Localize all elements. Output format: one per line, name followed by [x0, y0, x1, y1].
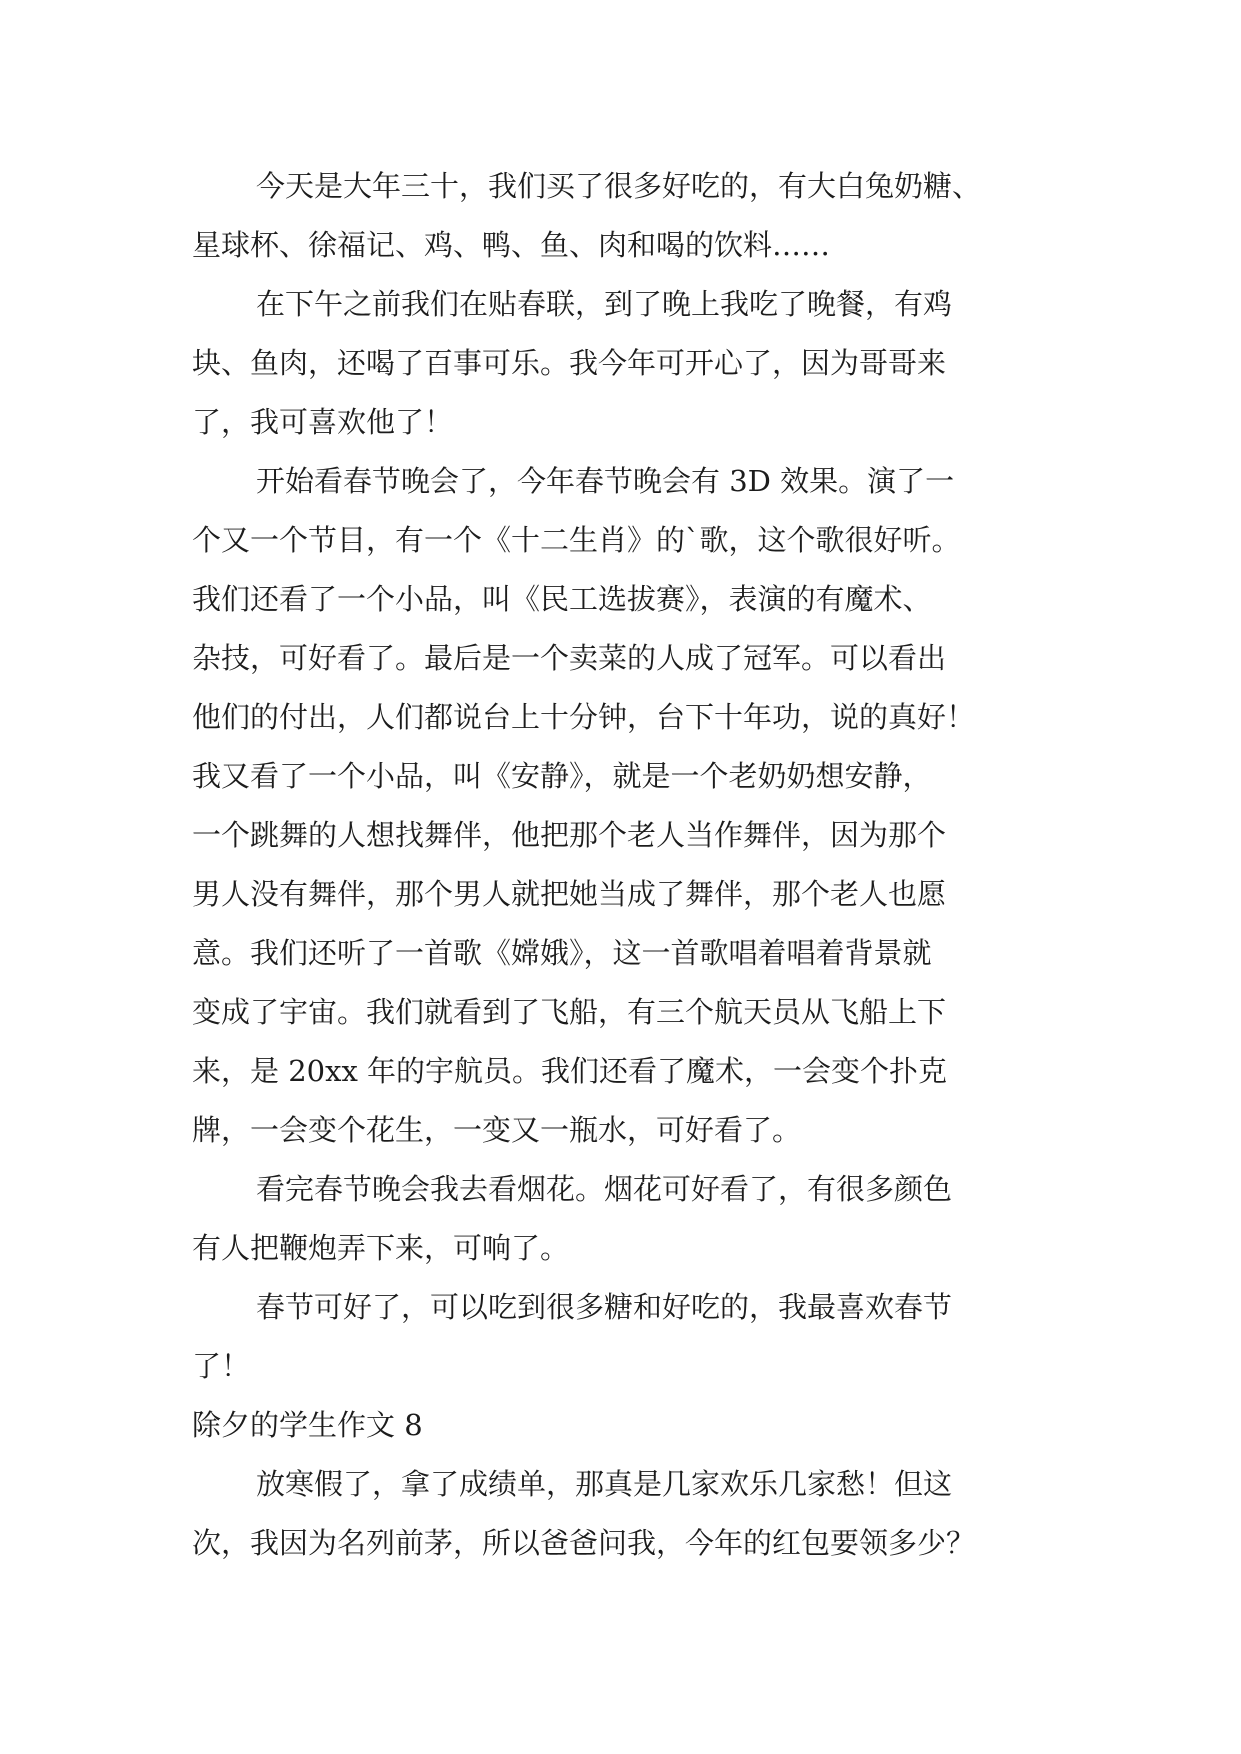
- text-line: 有人把鞭炮弄下来，可响了。: [192, 1231, 570, 1265]
- text-line: 他们的付出，人们都说台上十分钟，台下十年功，说的真好！: [192, 700, 976, 734]
- text-line: 我又看了一个小品，叫《安静》，就是一个老奶奶想安静，: [192, 759, 932, 793]
- essay-body: [192, 157, 1062, 1573]
- text-line: 看完春节晚会我去看烟花。烟花可好看了，有很多颜色: [256, 1172, 953, 1206]
- text-line: 开始看春节晚会了，今年春节晚会有 3D 效果。演了一: [256, 464, 955, 498]
- text-line: 了，我可喜欢他了！: [192, 405, 454, 439]
- text-line: 放寒假了，拿了成绩单，那真是几家欢乐几家愁！但这: [256, 1467, 953, 1501]
- text-line: 在下午之前我们在贴春联，到了晚上我吃了晚餐，有鸡: [256, 287, 953, 321]
- text-line: 今天是大年三十，我们买了很多好吃的，有大白兔奶糖、: [256, 169, 982, 203]
- text-line: 星球杯、徐福记、鸡、鸭、鱼、肉和喝的饮料……: [192, 228, 831, 262]
- text-line: 意。我们还听了一首歌《嫦娥》，这一首歌唱着唱着背景就: [192, 936, 932, 970]
- section-heading: 除夕的学生作文 8: [192, 1408, 423, 1442]
- text-line: 了！: [192, 1349, 251, 1383]
- text-line: 牌，一会变个花生，一变又一瓶水，可好看了。: [192, 1113, 802, 1147]
- text-line: 杂技，可好看了。最后是一个卖菜的人成了冠军。可以看出: [192, 641, 947, 675]
- text-line: 一个跳舞的人想找舞伴，他把那个老人当作舞伴，因为那个: [192, 818, 947, 852]
- text-line: 个又一个节目，有一个《十二生肖》的`歌，这个歌很好听。: [192, 523, 961, 557]
- text-line: 春节可好了，可以吃到很多糖和好吃的，我最喜欢春节: [256, 1290, 953, 1324]
- text-line: 男人没有舞伴，那个男人就把她当成了舞伴，那个老人也愿: [192, 877, 947, 911]
- text-line: 次，我因为名列前茅，所以爸爸问我，今年的红包要领多少？: [192, 1526, 976, 1560]
- text-line: 来，是 20xx 年的宇航员。我们还看了魔术，一会变个扑克: [192, 1054, 948, 1088]
- text-line: 我们还看了一个小品，叫《民工选拔赛》，表演的有魔术、: [192, 582, 932, 616]
- text-line: 块、鱼肉，还喝了百事可乐。我今年可开心了，因为哥哥来: [192, 346, 947, 380]
- text-line: 变成了宇宙。我们就看到了飞船，有三个航天员从飞船上下: [192, 995, 947, 1029]
